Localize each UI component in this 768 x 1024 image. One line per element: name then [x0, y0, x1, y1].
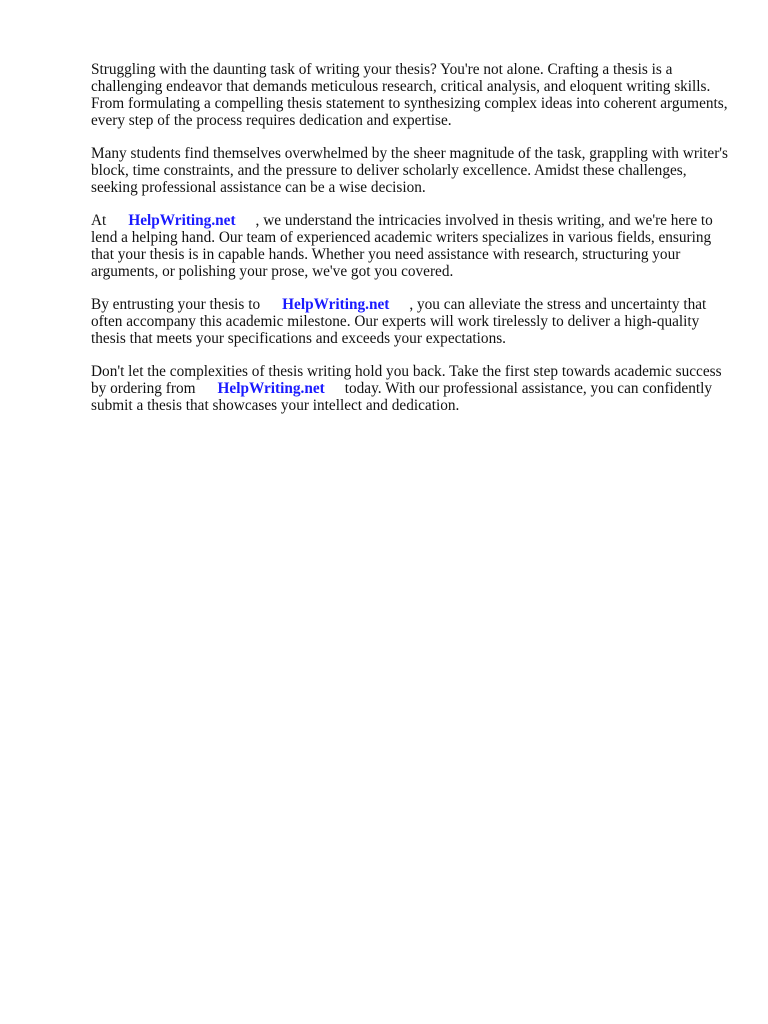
- paragraph-cta-lead: Don't let the complexities of thesis writing hold you back. Take the first step towards academic success by ordering from: [91, 363, 722, 397]
- paragraph-benefits-text: , you can alleviate the stress and uncertainty that often accompany this academic milestone. Our experts will work tirelessly to deliver a high-quality thesis that meets your specifications and exceeds your expectations.: [91, 296, 707, 347]
- paragraph-challenges-text: Many students find themselves overwhelmed by the sheer magnitude of the task, grappling with writer's block, time constraints, and the pressure to deliver scholarly excellence. Amidst these challenges, seeking professional assistance can be a wise decision.: [91, 145, 729, 196]
- paragraph-benefits: [91, 296, 731, 347]
- paragraph-intro-text: Struggling with the daunting task of writing your thesis? You're not alone. Crafting a thesis is a challenging endeavor that demands meticulous research, critical analysis, and eloquent writing skills. From formulating a compelling thesis statement to synthesizing complex ideas into coherent arguments, every step of the process requires dedication and expertise.: [91, 61, 728, 129]
- paragraph-cta-text: today. With our professional assistance, you can confidently submit a thesis that showcases your intellect and dedication.: [91, 380, 713, 414]
- paragraph-intro: [91, 61, 731, 129]
- paragraph-challenges: [91, 145, 731, 196]
- paragraph-benefits-lead: By entrusting your thesis to: [91, 296, 261, 313]
- helpwriting-link-3[interactable]: HelpWriting.net: [217, 380, 325, 397]
- paragraph-service-lead: At: [91, 212, 107, 229]
- helpwriting-link-1[interactable]: HelpWriting.net: [128, 212, 236, 229]
- paragraph-service-text: , we understand the intricacies involved in thesis writing, and we're here to lend a helping hand. Our team of experienced academic writers specializes in various fields, ensuring that your thesis is in capable hands. Whether you need assistance with research, structuring your arguments, or polishing your prose, we've got you covered.: [91, 212, 713, 280]
- helpwriting-link-2[interactable]: HelpWriting.net: [282, 296, 390, 313]
- paragraph-service: [91, 212, 731, 280]
- document-body: [91, 61, 731, 430]
- paragraph-cta: [91, 363, 731, 414]
